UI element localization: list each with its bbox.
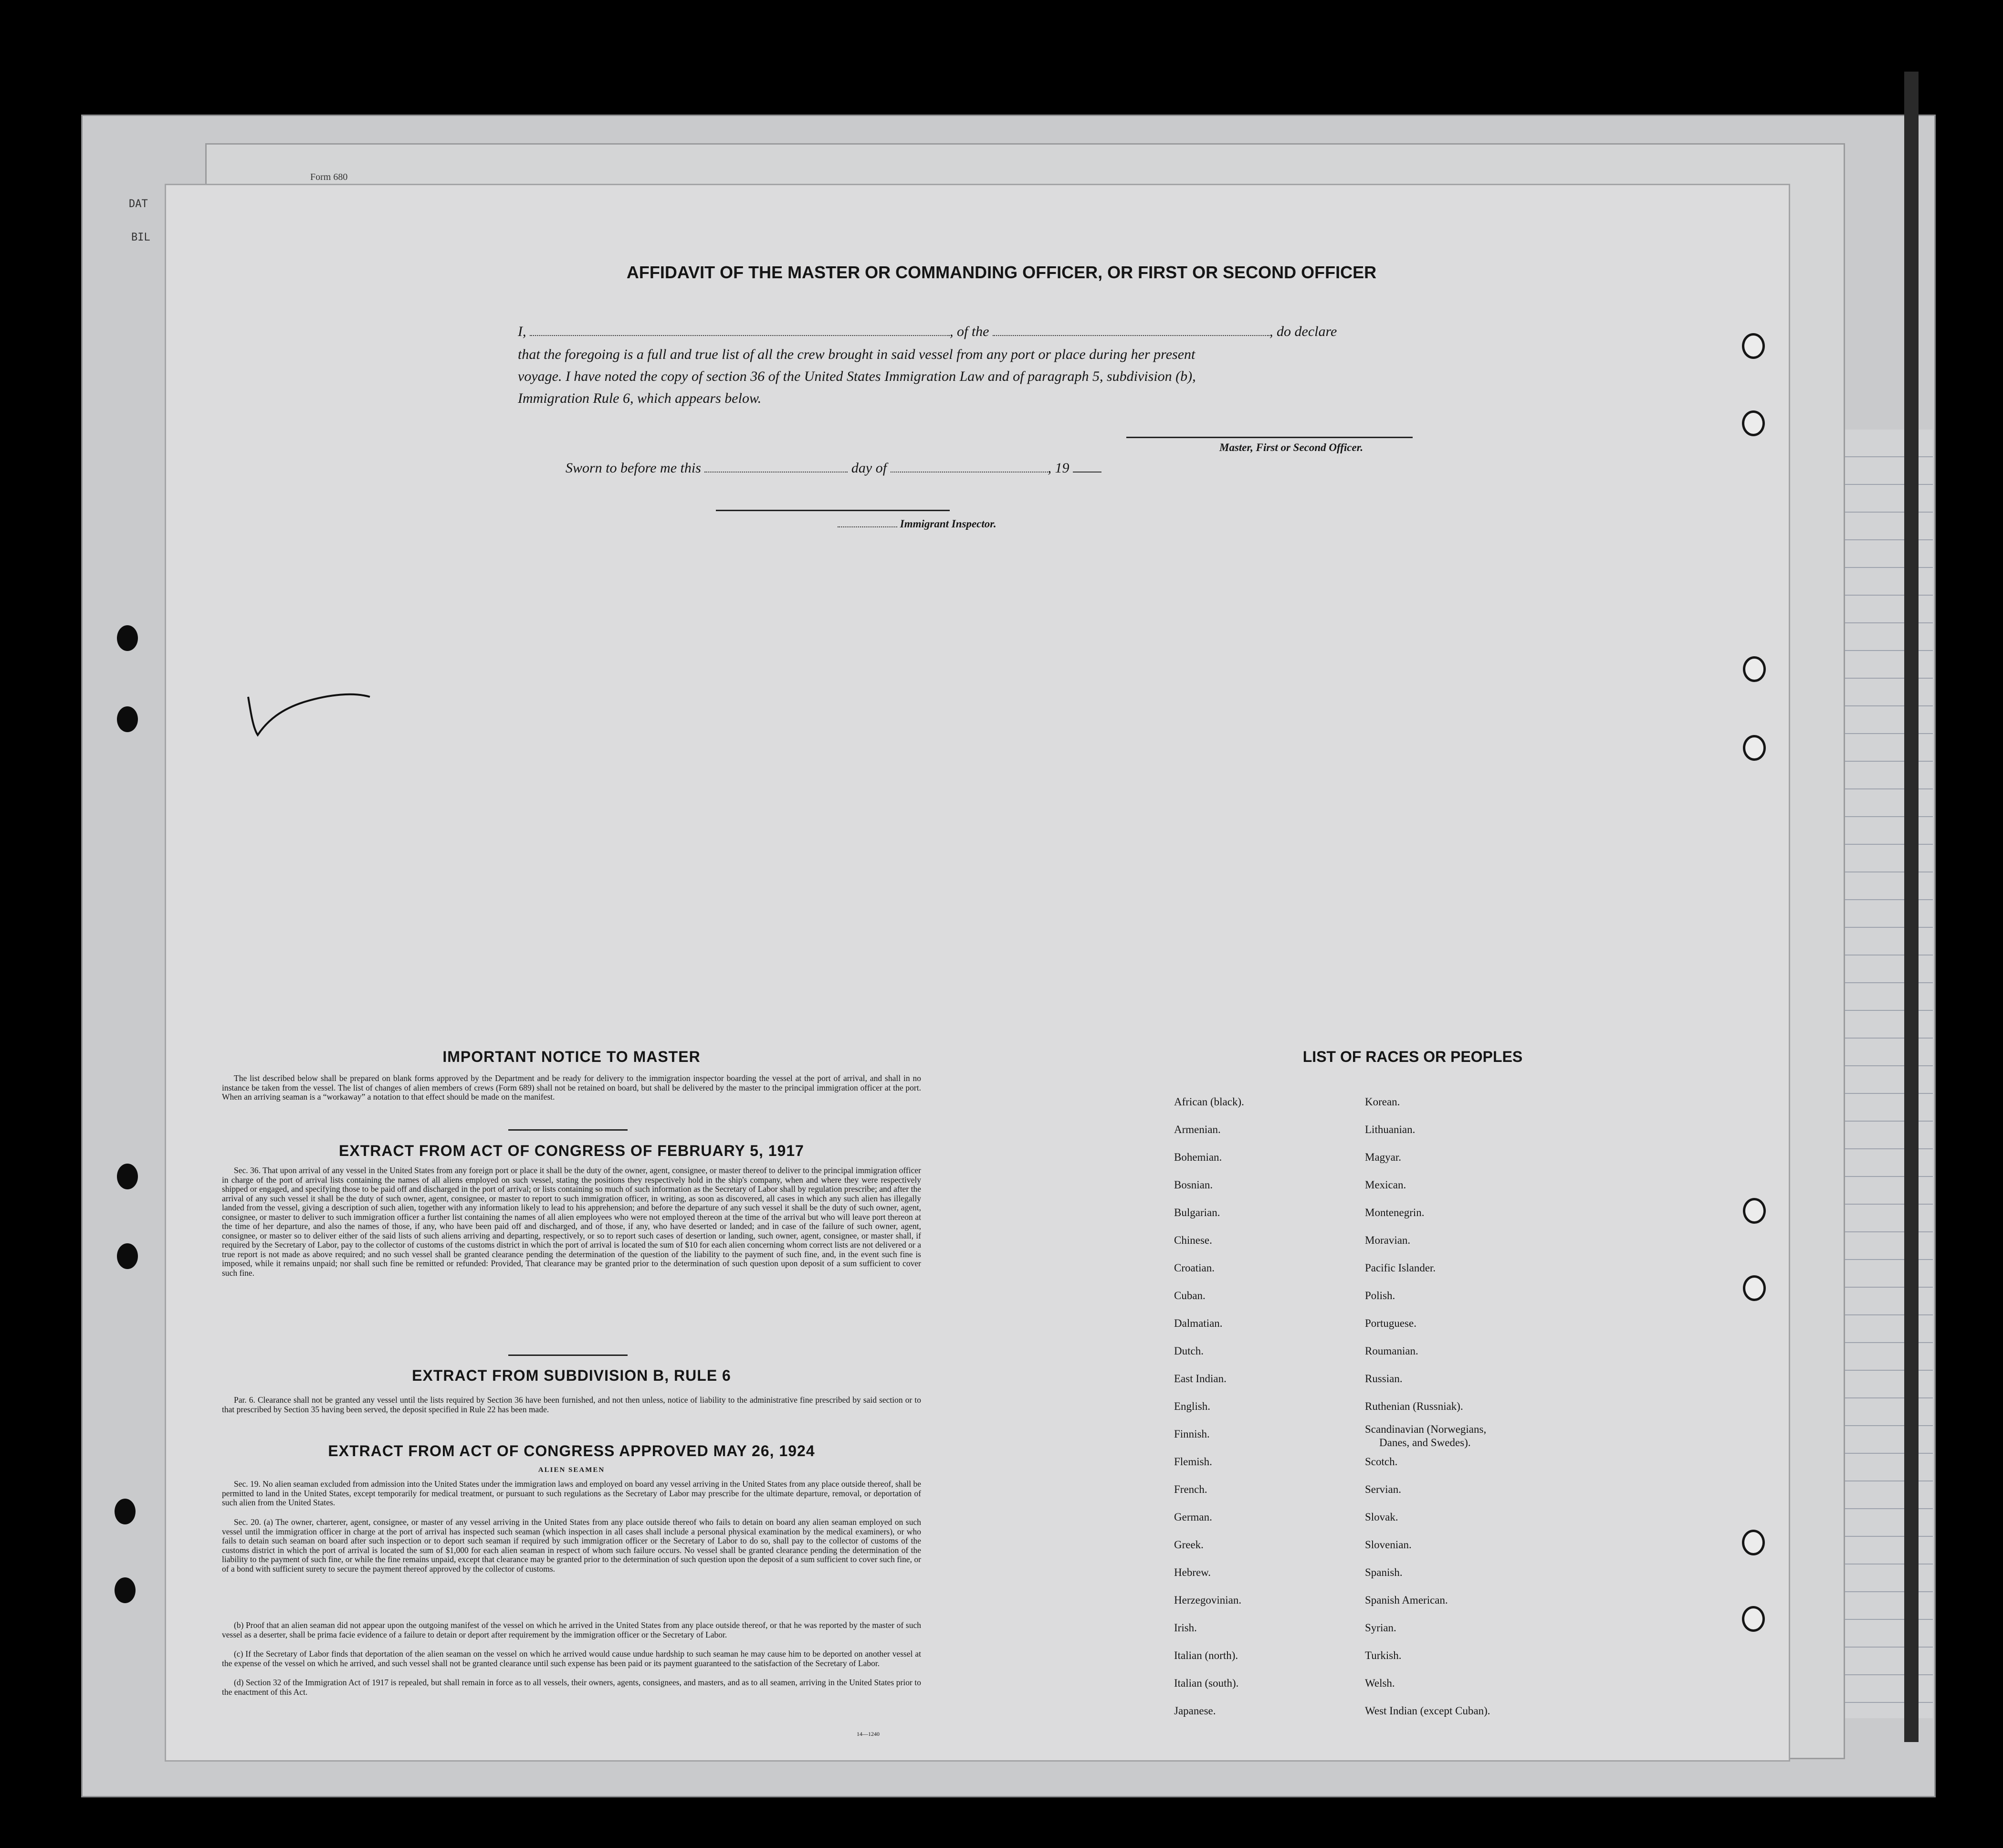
race-item: Bulgarian. — [1174, 1207, 1220, 1218]
race-item: Slovak. — [1365, 1511, 1398, 1523]
race-item: Montenegrin. — [1365, 1207, 1425, 1218]
race-item: East Indian. — [1174, 1373, 1227, 1385]
sec-20b-paragraph: (b) Proof that an alien seaman did not appear upon the outgoing manifest of the vessel on which he arrived in the United States from any place outside thereof, or that he was reported by the master of such vessel as a deserter, shall be prima facie evidence of a failure to detain or deport after requirement by the immigration officer or the Secretary of Labor. — [222, 1620, 921, 1639]
race-item: Turkish. — [1365, 1649, 1402, 1661]
punch-hole — [1743, 1198, 1766, 1224]
race-item: Bosnian. — [1174, 1179, 1213, 1191]
inspector-signature-label — [838, 518, 996, 530]
race-item: Russian. — [1365, 1373, 1403, 1385]
race-item: Bohemian. — [1174, 1151, 1222, 1163]
affidavit-do-declare: , do declare — [1269, 324, 1337, 339]
name-fill-line — [530, 324, 950, 336]
race-item: Danes, and Swedes). — [1379, 1437, 1471, 1449]
sec-20a-paragraph: Sec. 20. (a) The owner, charterer, agent, consignee, or master of any vessel arriving in the United States from any place outside thereof who fails to detain on board any alien seaman employed on such vessel until the immigration officer in charge at the port of arrival has inspected such seaman (which inspection in all cases shall include a personal physical examination by the medical examiners), or who fails to detain such seaman on board after such inspection or to deport such seaman if required by such immigration officer or the Secretary of Labor to do so, shall pay to the collector of customs of the customs district in which the port of arrival is located the sum of $1,000 for each alien seaman in respect of whom such failure occurs. No vessel shall be granted clearance pending the determination of the liability to the payment of such fine, or while the fine remains unpaid, except that clearance may be granted prior to the determination of such question upon the deposit of a sum sufficient to cover such fine, or of a bond with sufficient surety to secure the payment thereof approved by the collector of customs. — [222, 1517, 921, 1574]
race-item: Flemish. — [1174, 1456, 1212, 1468]
race-item: Polish. — [1365, 1290, 1395, 1302]
race-item: Herzegovinian. — [1174, 1594, 1242, 1606]
race-item: Pacific Islander. — [1365, 1262, 1436, 1274]
race-item: English. — [1174, 1400, 1211, 1412]
sworn-prefix: Sworn to before me this — [566, 460, 701, 476]
master-signature-label: Master, First or Second Officer. — [1219, 441, 1363, 453]
race-item: Hebrew. — [1174, 1566, 1211, 1578]
punch-hole — [1742, 333, 1765, 359]
race-item: Chinese. — [1174, 1234, 1212, 1246]
sworn-line — [566, 460, 1101, 476]
sec-20c-paragraph: (c) If the Secretary of Labor finds that deportation of the alien seaman on the vessel on which he arrived would cause undue hardship to such seaman he may cause him to be deported on another vessel at the expense of the vessel on which he arrived, and such vessel shall not be granted clearance until such expense has been paid or its payment guaranteed to the satisfaction of the Secretary of Labor. — [222, 1649, 921, 1668]
race-item: African (black). — [1174, 1096, 1244, 1108]
race-item: Portuguese. — [1365, 1317, 1416, 1329]
punch-hole — [115, 1577, 136, 1603]
punch-hole — [117, 1243, 138, 1269]
race-item: Spanish American. — [1365, 1594, 1448, 1606]
sec-20d-paragraph: (d) Section 32 of the Immigration Act of 1917 is repealed, but shall remain in force as to all vessels, their owners, agents, consignees, and masters, and as to all seamen, arriving in the United States prior to the enactment of this Act. — [222, 1678, 921, 1697]
section-divider — [508, 1354, 628, 1356]
race-item: Spanish. — [1365, 1566, 1403, 1578]
race-item: Armenian. — [1174, 1124, 1221, 1135]
inspector-signature-line — [716, 510, 950, 511]
alien-seamen-subtitle: ALIEN SEAMEN — [538, 1466, 605, 1474]
punch-hole — [1743, 656, 1766, 682]
race-item: Japanese. — [1174, 1705, 1216, 1717]
extract-1924-title: EXTRACT FROM ACT OF CONGRESS APPROVED MAY 26, 1924 — [328, 1442, 815, 1460]
race-item: Irish. — [1174, 1622, 1197, 1634]
punch-hole — [117, 706, 138, 732]
punch-hole — [115, 1499, 136, 1524]
race-item: Cuban. — [1174, 1290, 1206, 1302]
race-item: Scotch. — [1365, 1456, 1398, 1468]
punch-hole — [1742, 1530, 1765, 1555]
edge-label-date: DAT — [129, 198, 148, 210]
race-item: Servian. — [1365, 1483, 1402, 1495]
extract-rule6-title: EXTRACT FROM SUBDIVISION B, RULE 6 — [412, 1367, 731, 1384]
race-item: Roumanian. — [1365, 1345, 1418, 1357]
race-item: Syrian. — [1365, 1622, 1396, 1634]
affidavit-i-label: I, — [518, 324, 526, 339]
notice-title: IMPORTANT NOTICE TO MASTER — [442, 1048, 701, 1065]
race-item: Slovenian. — [1365, 1539, 1412, 1551]
race-item: Welsh. — [1365, 1677, 1395, 1689]
day-of-label: day of — [851, 460, 887, 476]
race-item: Italian (south). — [1174, 1677, 1239, 1689]
affidavit-of-the: , of the — [950, 324, 989, 339]
race-item: West Indian (except Cuban). — [1365, 1705, 1490, 1717]
extract-1917-text: Sec. 36. That upon arrival of any vessel in the United States from any foreign port or place it shall be the duty of the owner, agent, consignee, or master thereof to deliver to the principal immigration officer in charge of the port of arrival lists containing the names of all aliens employed on such vessel, stating the positions they respectively hold in the ship's company, when and where they were respectively shipped or engaged, and specifying those to be paid off and discharged in the port of arrival; or lists containing so much of such information as the Secretary of Labor shall by regulation prescribe; and after the arrival of any such vessel it shall be the duty of such owner, agent, consignee, or master to report to such immigration officer, in writing, as soon as discovered, all cases in which any such alien has illegally landed from the vessel, giving a description of such alien, together with any information likely to lead to his apprehension; and before the departure of any such vessel it shall be the duty of such owner, agent, consignee, or master to deliver to such immigration officer a further list containing the names of all alien employees who were not employed thereon at the time of the arrival but who will leave port thereon at the time of her departure, and also the names of those, if any, who have been paid off and discharged, and of those, if any, who have deserted or landed; and in case of the failure of such owner, agent, consignee, or master so to deliver either of the said lists of such aliens arriving and departing, respectively, or so to report such cases of desertion or landing, such owner, agent, consignee, or master shall, if required by the Secretary of Labor, pay to the collector of customs of the customs district in which the port of arrival is located the sum of $10 for each alien concerning whom correct lists are not delivered or a true report is not made as above required; and no such vessel shall be granted clearance pending the determination of the question of the liability to the payment of such fine, and, in the event such fine is imposed, while it remains unpaid; nor shall such fine be remitted or refunded: Provided, That clearance may be granted prior to the determination of such question upon deposit of a sum sufficient to cover such fine. — [222, 1166, 921, 1278]
race-item: German. — [1174, 1511, 1212, 1523]
race-item: Italian (north). — [1174, 1649, 1238, 1661]
section-divider — [508, 1129, 628, 1131]
race-item: Dutch. — [1174, 1345, 1204, 1357]
race-item: Magyar. — [1365, 1151, 1402, 1163]
punch-hole — [117, 625, 138, 651]
sec-19-paragraph: Sec. 19. No alien seaman excluded from admission into the United States under the immigration laws and employed on board any vessel arriving in the United States from any place outside thereof, shall be permitted to land in the United States, except temporarily for medical treatment, or pursuant to such regulations as the Secretary of Labor may prescribe for the ultimate departure, removal, or deportation of such alien from the United States. — [222, 1479, 921, 1507]
race-item: Lithuanian. — [1365, 1124, 1416, 1135]
notice-text: The list described below shall be prepared on blank forms approved by the Department and be ready for delivery to the immigration inspector boarding the vessel at the port of arrival, and shall in no instance be taken from the vessel. The list of changes of alien members of crews (Form 689) shall not be retained on board, but shall be delivered by the master to the principal immigration officer at the port. When an arriving seaman is a “workaway” a notation to that effect should be made on the manifest. — [222, 1073, 921, 1102]
form-number: Form 680 — [310, 172, 348, 182]
year-prefix: , 19 — [1048, 460, 1070, 476]
race-item: Croatian. — [1174, 1262, 1215, 1274]
races-title: LIST OF RACES OR PEOPLES — [1302, 1048, 1523, 1065]
affidavit-declaration-line — [518, 324, 1337, 340]
inspector-label-text: Immigrant Inspector. — [900, 518, 996, 530]
month-fill-line — [891, 460, 1048, 472]
extract-rule6-text: Par. 6. Clearance shall not be granted any vessel until the lists required by Section 36 have been furnished, and not then unless, notice of liability to the administrative fine prescribed by said section or to that prescribed by Section 35 having been served, the deposit specified in Rule 22 has been made. — [222, 1395, 921, 1414]
affidavit-line-4: Immigration Rule 6, which appears below. — [518, 390, 762, 406]
punch-hole — [1742, 410, 1765, 436]
race-item: Dalmatian. — [1174, 1317, 1223, 1329]
race-item: Moravian. — [1365, 1234, 1411, 1246]
race-item: Mexican. — [1365, 1179, 1406, 1191]
day-fill-line — [704, 460, 848, 472]
race-item: Korean. — [1365, 1096, 1400, 1108]
affidavit-line-3: voyage. I have noted the copy of section 36 of the United States Immigration Law and of paragraph 5, subdivision (b), — [518, 368, 1196, 384]
punch-hole — [1743, 1275, 1766, 1301]
extract-1917-title: EXTRACT FROM ACT OF CONGRESS OF FEBRUARY 5, 1917 — [339, 1142, 804, 1159]
form-code: 14—1240 — [857, 1731, 880, 1737]
punch-hole — [1743, 735, 1766, 761]
master-signature-line — [1126, 437, 1413, 438]
race-item: French. — [1174, 1483, 1207, 1495]
race-item: Ruthenian (Russniak). — [1365, 1400, 1463, 1412]
inspector-fill-line — [838, 518, 897, 527]
race-item: Finnish. — [1174, 1428, 1210, 1440]
race-item: Scandinavian (Norwegians, — [1365, 1423, 1487, 1435]
edge-label-bill: BIL — [131, 231, 150, 243]
punch-hole — [117, 1164, 138, 1189]
punch-hole — [1742, 1606, 1765, 1632]
affidavit-title: AFFIDAVIT OF THE MASTER OR COMMANDING OFFICER, OR FIRST OR SECOND OFFICER — [626, 262, 1377, 282]
race-item: Greek. — [1174, 1539, 1204, 1551]
binding-spine — [1904, 72, 1919, 1742]
affidavit-line-2: that the foregoing is a full and true list of all the crew brought in said vessel from any port or place during her present — [518, 346, 1196, 362]
year-fill-line — [1073, 460, 1101, 472]
handwritten-check-mark — [239, 682, 382, 745]
vessel-fill-line — [993, 324, 1269, 336]
